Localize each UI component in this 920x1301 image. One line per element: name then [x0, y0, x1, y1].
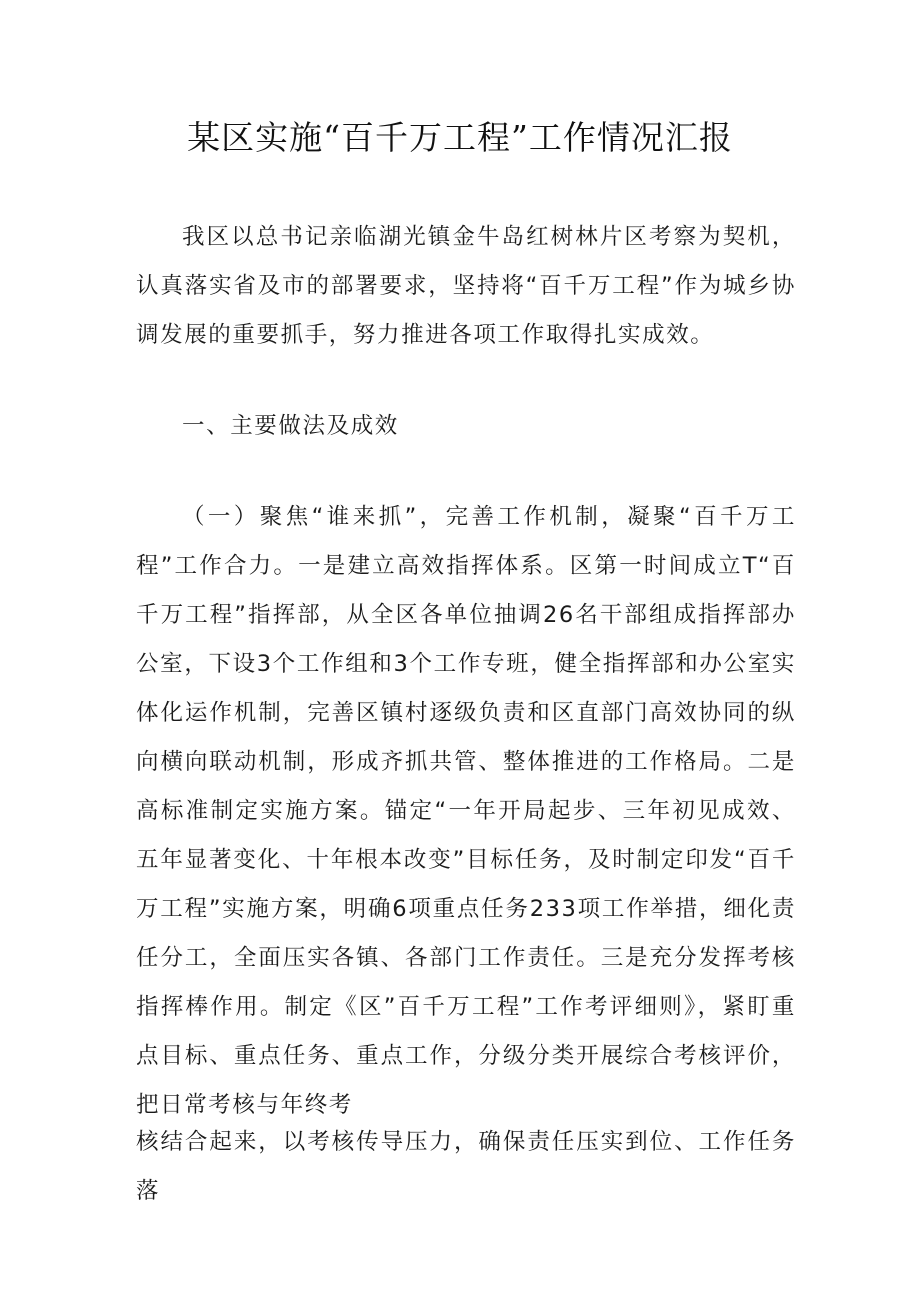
continuation-paragraph: 核结合起来，以考核传导压力，确保责任压实到位、工作任务落 [136, 1129, 796, 1204]
document-title: 某区实施“百千万工程”工作情况汇报 [187, 118, 733, 157]
section-heading-1: 一、主要做法及成效 [182, 413, 399, 439]
intro-paragraph: 我区以总书记亲临湖光镇金牛岛红树林片区考察为契机，认真落实省及市的部署要求，坚持将“百千万工程”作为城乡协调发展的重要抓手，努力推进各项工作取得扎实成效。 [136, 224, 796, 348]
section-1-paragraph: （一）聚焦“谁来抓”，完善工作机制，凝聚“百千万工程”工作合力。一是建立高效指挥体系。区第一时间成立T“百千万工程”指挥部，从全区各单位抽调26名干部组成指挥部办公室，下设3个工作组和3个工作专班，健全指挥部和办公室实体化运作机制，完善区镇村逐级负责和区直部门高效协同的纵向横向联动机制，形成齐抓共管、整体推进的工作格局。二是高标准制定实施方案。锚定“一年开局起步、三年初见成效、五年显著变化、十年根本改变”目标任务，及时制定印发“百千万工程”实施方案，明确6项重点任务233项工作举措，细化责任分工，全面压实各镇、各部门工作责任。三是充分发挥考核指挥棒作用。制定《区”百千万工程”工作考评细则》，紧盯重点目标、重点任务、重点工作，分级分类开展综合考核评价，把日常考核与年终考 [136, 504, 796, 1118]
